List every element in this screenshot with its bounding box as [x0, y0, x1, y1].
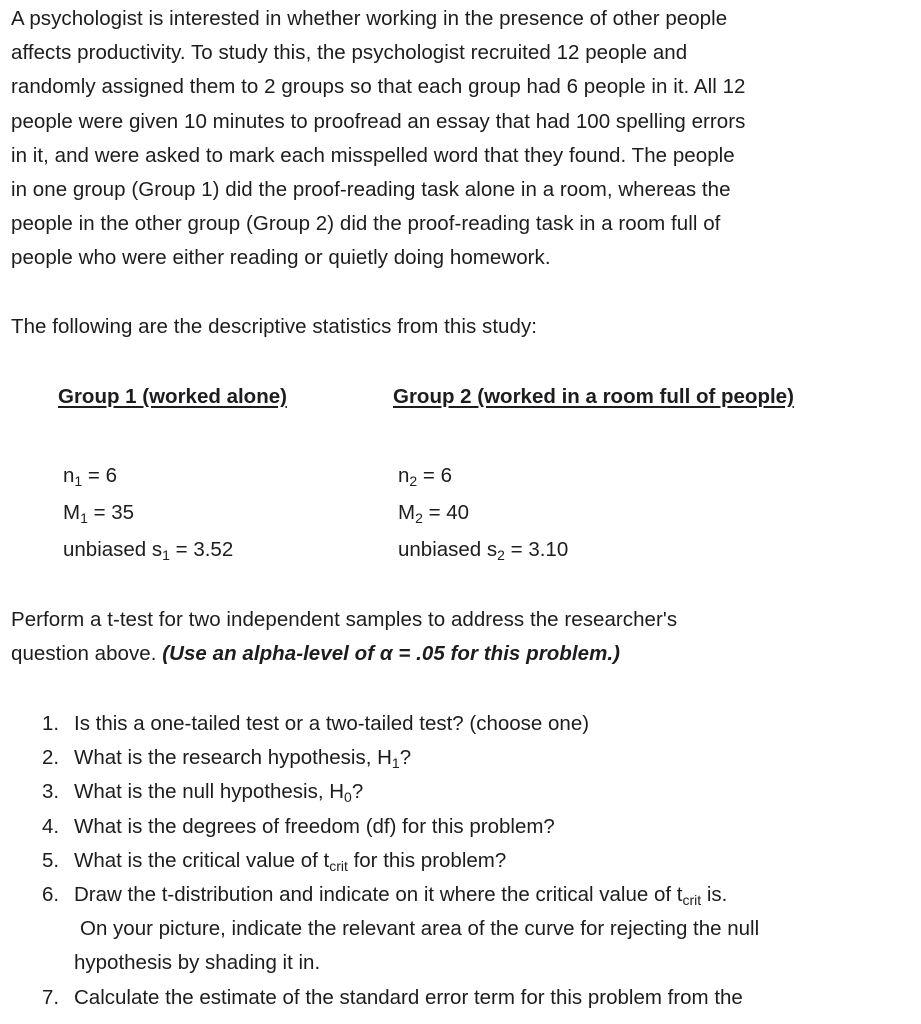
- intro-line: in it, and were asked to mark each misspelled word that they found. The people: [11, 143, 735, 167]
- group1-sd: unbiased $s_1 = 3.52$: [63, 538, 234, 563]
- group2-n: $n_2 = 6$: [398, 464, 452, 489]
- question-continuation: hypothesis by shading it in.: [74, 951, 321, 975]
- question-list: [0, 707, 921, 1015]
- intro-line: people were given 10 minutes to proofread an essay that had 100 spelling errors: [11, 109, 746, 133]
- group2-sd: unbiased $s_2 = 3.10$: [398, 538, 569, 563]
- question-item: 2. What is the research hypothesis, $H_1$?: [42, 746, 412, 772]
- intro-line: A psychologist is interested in whether working in the presence of other people: [11, 7, 728, 30]
- group1-header: Group 1 (worked alone): [58, 385, 287, 408]
- question-continuation: On your picture, indicate the relevant area of the curve for rejecting the null: [80, 917, 760, 941]
- question-item: 1. Is this a one-tailed test or a two-tailed test? (choose one): [42, 712, 590, 735]
- question-item: 4. What is the degrees of freedom (df) for this problem?: [42, 814, 555, 838]
- intro-line: in one group (Group 1) did the proof-reading task alone in a room, whereas the: [11, 178, 731, 202]
- stats-intro: The following are the descriptive statistics from this study:: [11, 315, 538, 338]
- group2-mean: $M_2 = 40$: [398, 501, 470, 526]
- group1-mean: $M_1 = 35$: [63, 501, 135, 526]
- question-item: 6. Draw the t-distribution and indicate on it where the critical value of $t_{crit}$ is.: [42, 882, 728, 908]
- question-item: 3. What is the null hypothesis, $H_0$?: [42, 780, 364, 806]
- intro-line: people in the other group (Group 2) did the proof-reading task in a room full of: [11, 212, 721, 236]
- group2-header: Group 2 (worked in a room full of people): [393, 385, 794, 408]
- intro-line: people who were either reading or quietly doing homework.: [11, 246, 551, 270]
- question-item: 7. Calculate the estimate of the standard error term for this problem from the: [42, 985, 743, 1009]
- intro-line: randomly assigned them to 2 groups so that each group had 6 people in it. All 12: [11, 75, 746, 99]
- intro-line: affects productivity. To study this, the psychologist recruited 12 people and: [11, 41, 688, 65]
- task-line: question above. (Use an alpha-level of α = .05 for this problem.): [11, 642, 620, 666]
- intro-paragraph: [11, 2, 911, 276]
- group1-n: $n_1 = 6$: [63, 464, 117, 489]
- alpha-instruction: (Use an alpha-level of α = .05 for this problem.): [162, 642, 620, 666]
- question-item: 5. What is the critical value of $t_{crit}$ for this problem?: [42, 848, 507, 874]
- task-line: Perform a t-test for two independent samples to address the researcher's: [11, 608, 678, 631]
- task-instructions: [11, 603, 911, 671]
